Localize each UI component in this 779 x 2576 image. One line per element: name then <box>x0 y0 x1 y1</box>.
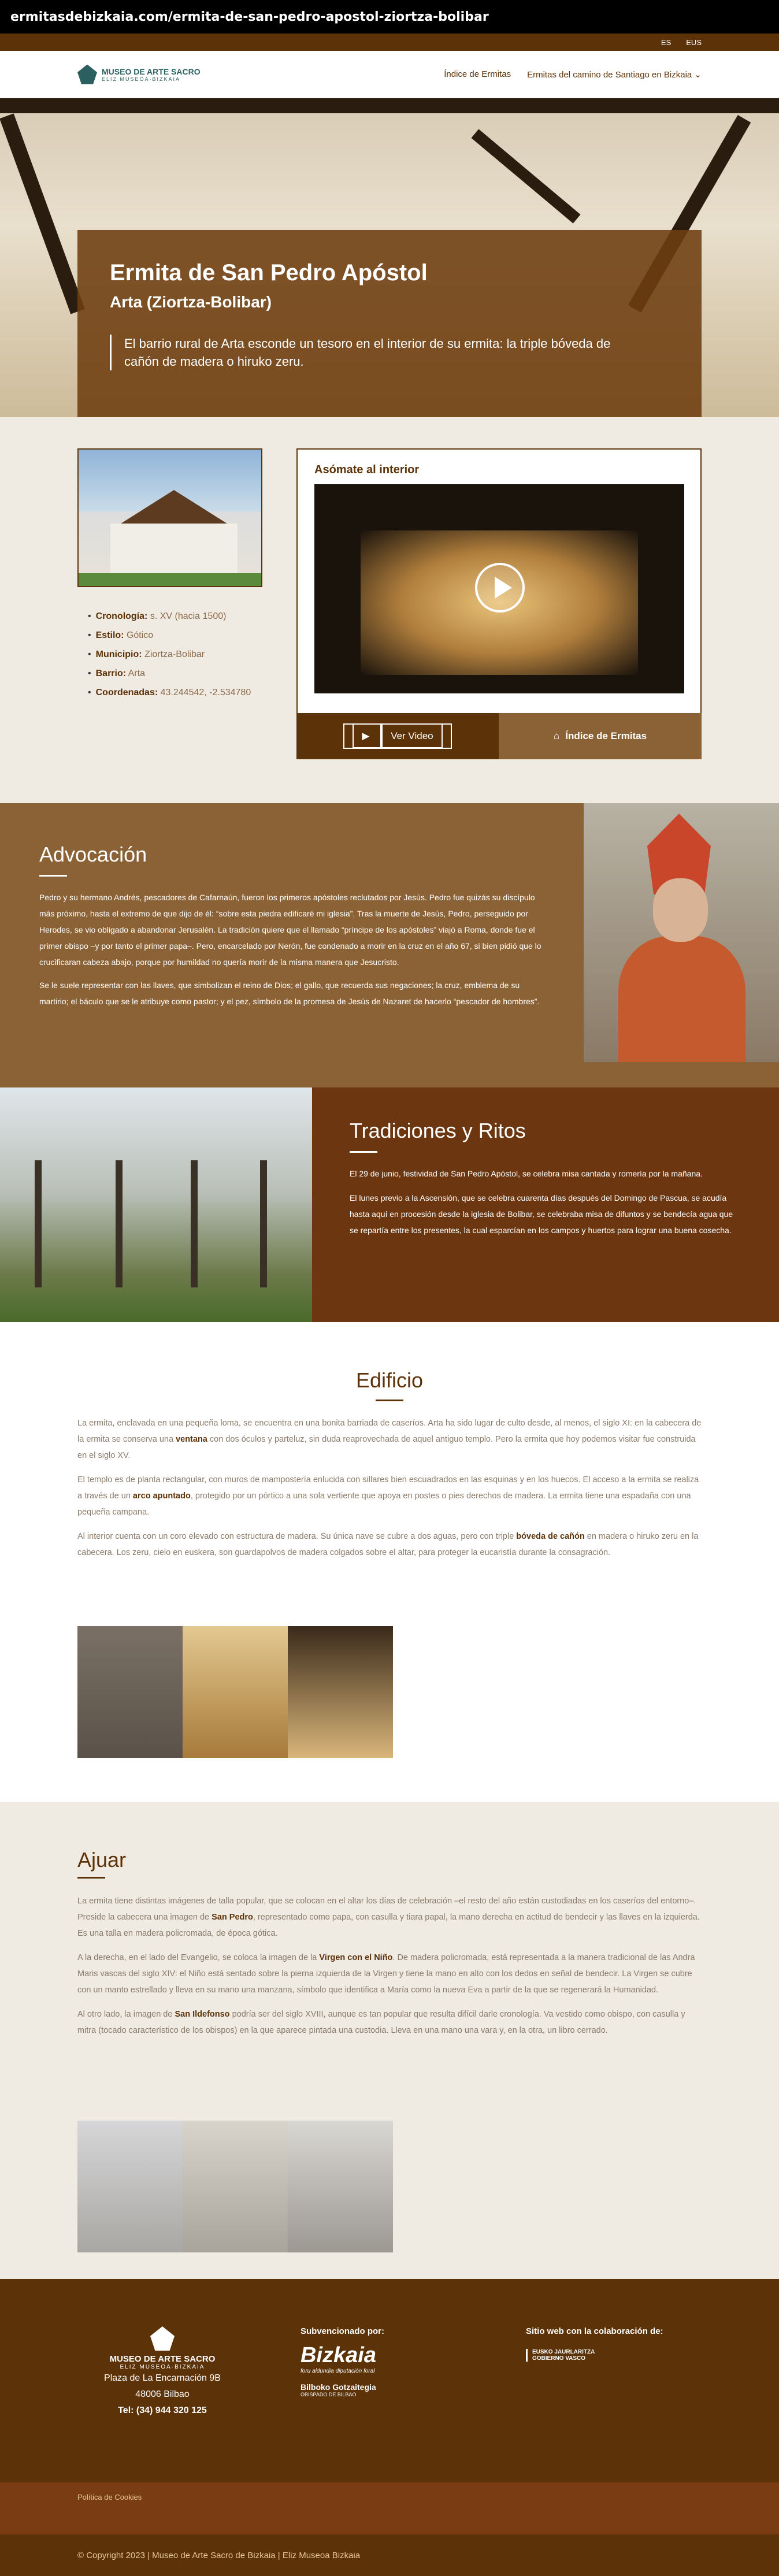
info-section <box>0 417 779 803</box>
main-nav <box>444 69 702 80</box>
edificio-title: Edificio <box>355 1368 424 1392</box>
video-player[interactable] <box>314 484 684 693</box>
footer-address: Plaza de La Encarnación 9B <box>104 2373 221 2383</box>
watch-video-button[interactable]: ▶ Ver Video <box>296 713 499 759</box>
url-text: ermitasdebizkaia.com/ermita-de-san-pedro-apostol-ziortza-bolibar <box>10 9 489 24</box>
gallery-image-ceiling[interactable] <box>288 1626 393 1758</box>
saint-statue-photo <box>584 803 779 1062</box>
copyright-bar <box>0 2534 779 2576</box>
home-icon: ⌂ <box>553 730 560 741</box>
gallery-image-san-ildefonso[interactable] <box>288 2121 393 2252</box>
bbk-logo[interactable]: Bilboko Gotzaitegia <box>301 2382 376 2392</box>
church-photo <box>77 448 262 587</box>
tradiciones-paragraph: El 29 de junio, festividad de San Pedro Apóstol, se celebra misa cantada y romería por la mañana. <box>350 1169 703 1178</box>
index-button[interactable]: ⌂ Índice de Ermitas <box>499 713 702 759</box>
nav-item-index[interactable]: Índice de Ermitas <box>444 69 511 79</box>
copyright-text: © Copyright 2023 | Museo de Arte Sacro de Bizkaia | Eliz Museoa Bizkaia <box>77 2550 361 2560</box>
advocacion-section <box>0 803 779 1087</box>
edificio-gallery <box>77 1626 393 1758</box>
ceiling-beam <box>471 129 580 223</box>
museum-logo-icon <box>150 2326 175 2351</box>
edificio-section <box>0 1322 779 1802</box>
site-header <box>0 51 779 98</box>
village-photo <box>0 1087 312 1322</box>
hero-overlay <box>77 230 702 417</box>
fact-municipio: • Municipio: Ziortza-Bolibar <box>88 649 251 660</box>
site-logo[interactable] <box>77 65 201 84</box>
hero-section <box>0 98 779 417</box>
ceiling-beam <box>0 113 85 314</box>
fact-cronologia: • Cronología: s. XV (hacia 1500) <box>88 611 251 622</box>
footer-city: 48006 Bilbao <box>135 2389 190 2399</box>
site-footer <box>0 2279 779 2482</box>
page-title: Ermita de San Pedro Apóstol <box>110 260 428 285</box>
nav-item-camino[interactable]: Ermitas del camino de Santiago en Bizkaia ⌄ <box>527 69 702 80</box>
footer-collab: Sitio web con la colaboración de: EUSKO JAURLARITZA GOBIERNO VASCO <box>526 2326 663 2362</box>
ajuar-gallery <box>77 2121 393 2252</box>
page-subtitle: Arta (Ziortza-Bolibar) <box>110 293 272 311</box>
video-icon: ▶ <box>353 723 381 748</box>
footer-phone: Tel: (34) 944 320 125 <box>118 2406 207 2415</box>
interior-buttons <box>296 713 702 759</box>
advocacion-paragraph: Se le suele representar con las llaves, que simbolizan el reino de Dios; el gallo, que recuerda sus negaciones; la cruz, emblema de su martirio; el báculo que se le atribuye como pastor; y el pez, símbolo de la promesa de Jesús de Nazaret de hacerlo “pescador de hombres”. <box>39 981 540 1006</box>
tradiciones-title: Tradiciones y Ritos <box>350 1119 526 1142</box>
gallery-image-san-pedro[interactable] <box>77 2121 183 2252</box>
ajuar-title: Ajuar <box>77 1848 127 1872</box>
advocacion-paragraph: Pedro y su hermano Andrés, pescadores de Cafarnaún, fueron los primeros apóstoles reclutados por Jesús. Pedro fue quizás su discípulo más próximo, hasta el extremo de que dijo de él: “sobre esta piedra edificaré mi iglesia”. Tras la muerte de Jesús, Pedro, perseguido por Herodes, se vio obligado a abandonar Jerusalén. La tradición quiere que el llamado “príncipe de los apóstoles” viajó a Roma, donde fue el primer obispo –y por tanto el primer papa–. Pero, encarcelado por Nerón, fue condenado a morir en la cruz en el año 67, si bien pidió que lo crucificaran cabeza abajo, porque por humildad no quería morir de la misma manera que Jesucristo. <box>39 893 541 967</box>
tradiciones-paragraph: El lunes previo a la Ascensión, que se celebra cuarenta días después del Domingo de Pascua, se acudía hasta aquí en procesión desde la iglesia de Bolibar, se celebraba misa de difuntos y se bendecía agua que se repartía entre los presentes, la cual esparcían en los campos y huertos para lograr una buena cosecha. <box>350 1193 733 1235</box>
hero-quote: El barrio rural de Arta esconde un tesoro en el interior de su ermita: la triple bóveda de cañón de madera o hiruko zeru. <box>110 335 647 370</box>
gobierno-vasco-logo[interactable]: EUSKO JAURLARITZA GOBIERNO VASCO <box>526 2349 613 2362</box>
interior-panel <box>296 448 702 714</box>
sub-footer <box>0 2482 779 2534</box>
lang-eus-link[interactable]: EUS <box>686 38 702 47</box>
language-bar <box>0 34 779 51</box>
lang-es-link[interactable]: ES <box>661 38 672 47</box>
interior-title: Asómate al interior <box>314 463 420 476</box>
logo-subtitle: ELIZ MUSEOA·BIZKAIA <box>102 76 181 82</box>
ajuar-section <box>0 1802 779 2279</box>
footer-sponsors: Subvencionado por: Bizkaia foru aldundia diputación foral Bilboko Gotzaitegia OBISPADO DE BILBAO <box>301 2326 385 2397</box>
footer-museum: MUSEO DE ARTE SACRO ELIZ MUSEOA·BIZKAIA Plaza de La Encarnación 9B 48006 Bilbao Tel: (34) 944 320 125 <box>102 2326 223 2419</box>
gallery-image-virgen[interactable] <box>183 2121 288 2252</box>
advocacion-title: Advocación <box>39 842 147 866</box>
cookie-policy-link[interactable]: Política de Cookies <box>77 2493 142 2501</box>
fact-barrio: • Barrio: Arta <box>88 669 251 679</box>
ajuar-body: La ermita tiene distintas imágenes de talla popular, que se colocan en el altar los días de celebración –el resto del año están custodiadas en los caseríos del entorno–. Preside la cabecera una imagen de San Pedro, representado como papa, con casulla y tiara papal, la mano derecha en actitud de bendecir y las llaves en la izquierda. Es una talla en madera policromada, de época gótica. A la derecha, en el lado del Evangelio, se coloca la imagen de la Virgen con el Niño. De madera policromada, está representada a la manera tradicional de las Andra Maris vascas del siglo XIV: el Niño está sentado sobre la pierna izquierda de la Virgen y tiene la mano en alto con los dedos en señal de bendecir. La Virgen se cubre con un manto estrellado y lleva en su mano una manzana, símbolo que identifica a María como la nueva Eva a partir de la que se regenerará la Humanidad. Al otro lado, la imagen de San Ildefonso podría ser del siglo XVIII, aunque es tan popular que resulta difícil darle cronología. Va vestido como obispo, con casulla y mitra (tocado característico de los obispos) en la que aparece pintada una custodia. Lleva en una mano una vara y, en la otra, un libro cerrado. <box>77 1896 700 2035</box>
play-icon[interactable] <box>475 563 525 613</box>
facts-list <box>88 611 251 707</box>
gallery-image-window[interactable] <box>77 1626 183 1758</box>
logo-title: MUSEO DE ARTE SACRO <box>102 66 201 76</box>
ceiling-beam <box>0 98 779 113</box>
edificio-body: La ermita, enclavada en una pequeña loma, se encuentra en una bonita barriada de caseríos. Arta ha sido lugar de culto desde, al menos, el siglo XI: en la cabecera de la ermita se conserva una ventana con dos óculos y parteluz, sin duda reaprovechada de aquel antiguo templo. Pero la ermita que hoy podemos visitar fue construida en el siglo XV. El templo es de planta rectangular, con muros de mampostería enlucida con sillares bien escuadrados en las esquinas y en los huecos. El acceso a la ermita se realiza a través de un arco apuntado, protegido por un pórtico a una sola vertiente que apoya en postes o pies derechos de madera. La ermita tiene una espadaña con una pequeña campana. Al interior cuenta con un coro elevado con estructura de madera. Su única nave se cubre a dos aguas, pero con triple bóveda de cañón en madera o hiruko zeru en la cabecera. Los zeru, cielo en euskera, son guardapolvos de madera colgados sobre el altar, para proteger la eucaristía durante la consagración. <box>77 1419 702 1557</box>
museum-logo-icon <box>77 65 97 84</box>
tradiciones-section <box>0 1087 779 1322</box>
gallery-image-door[interactable] <box>183 1626 288 1758</box>
bizkaia-logo[interactable]: Bizkaia <box>301 2343 376 2367</box>
fact-coordenadas: • Coordenadas: 43.244542, -2.534780 <box>88 688 251 698</box>
address-bar[interactable] <box>0 0 779 34</box>
fact-estilo: • Estilo: Gótico <box>88 630 251 641</box>
